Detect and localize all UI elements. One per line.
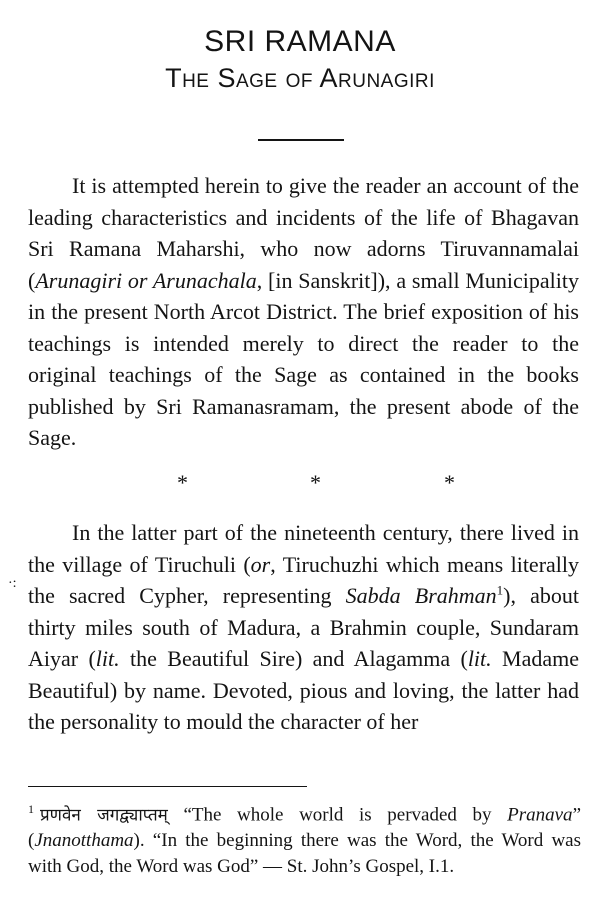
intro-text-b: , [in Sanskrit]), a small Municipality in the present North Arcot District. The brief exposition of his teachings is intended merely to direct the reader to the original teachings of the Sage as contained in the books published by Sri Ramanasramam, the present abode of the Sage.: [28, 267, 579, 450]
intro-italic-arunagiri: Arunagiri or Arunachala: [35, 267, 257, 293]
margin-mark: ·:: [8, 576, 17, 591]
footnote-divider: [28, 786, 307, 787]
footnote-text-b: ”: [572, 804, 581, 826]
page-subtitle: The Sage of Arunagiri: [165, 63, 435, 93]
footnote: [28, 796, 581, 880]
separator-star: *: [444, 470, 455, 495]
biography-paragraph: [28, 517, 579, 738]
footnote-text-c: ). “In the beginning there was the Word, the Word was with God, the Word was God” — St. John’s Gospel, I.1.: [28, 830, 581, 878]
footnote-paren: (: [28, 830, 35, 852]
page-title: SRI RAMANA: [204, 25, 396, 58]
bio-text-b: , Tiruchuzhi which means literally the sacred Cypher, representing: [28, 551, 580, 608]
bio-italic-or: or: [250, 551, 271, 577]
title-divider: [258, 139, 344, 141]
bio-italic-sabda-brahman: Sabda Brahman: [345, 583, 497, 608]
footnote-italic-source: Jnanotthama: [34, 830, 134, 852]
separator-star: *: [177, 470, 188, 495]
intro-paragraph: [28, 170, 579, 454]
bio-text-a: In the latter part of the nineteenth century, there lived in the village of Tiruchuli (: [28, 520, 579, 577]
footnote-reference[interactable]: 1: [496, 582, 504, 598]
footnote-sanskrit: प्रणवेन जगद्व्याप्तम्: [40, 805, 168, 826]
separator-star: *: [310, 470, 321, 495]
footnote-text-a: “The whole world is pervaded by: [167, 804, 508, 826]
footnote-number: 1: [28, 802, 34, 816]
bio-text-c: ), about thirty miles south of Madura, a Brahmin couple, Sundaram Aiyar (: [28, 583, 579, 671]
footnote-italic-pranava: Pranava: [507, 804, 573, 826]
bio-text-d: the Beautiful Sire) and Alagamma (: [119, 646, 468, 671]
bio-italic-lit-2: lit.: [467, 646, 492, 671]
bio-italic-lit-1: lit.: [95, 646, 120, 671]
intro-text-a: It is attempted herein to give the reader an account of the leading characteristics and incidents of the life of Bhagavan Sri Ramana Maharshi, who now adorns Tiruvannamalai (: [28, 173, 579, 293]
bio-text-e: Madame Beautiful) by name. Devoted, pious and loving, the latter had the personality to mould the character of her: [28, 646, 580, 734]
